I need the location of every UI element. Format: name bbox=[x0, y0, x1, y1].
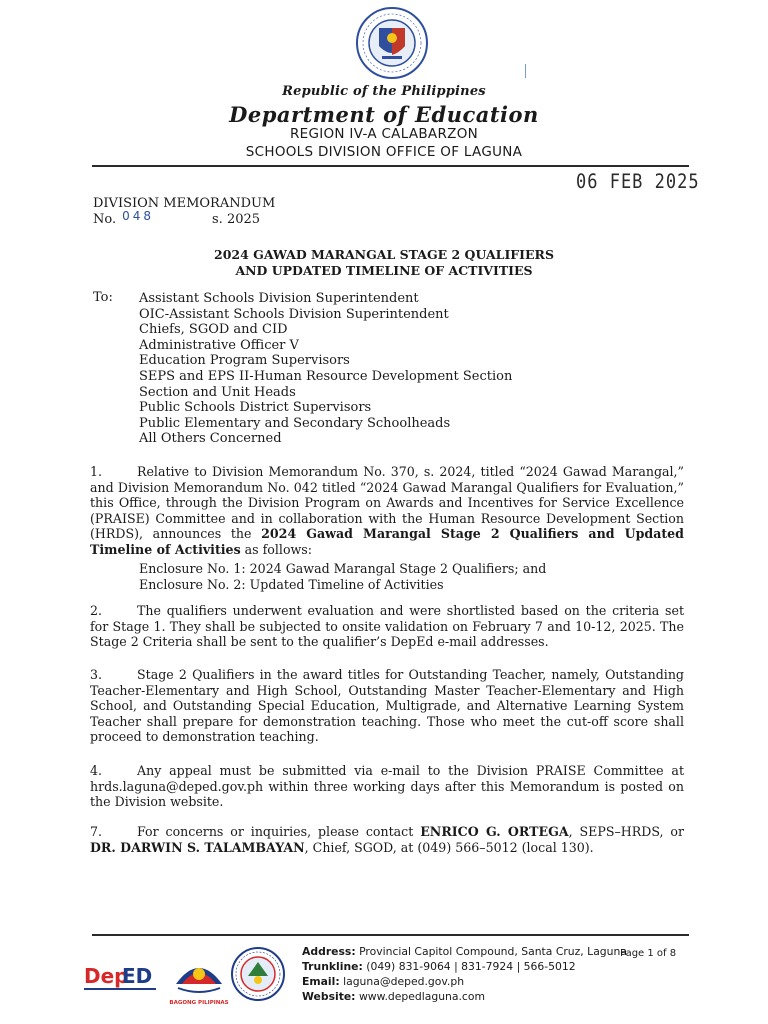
svg-text:ED: ED bbox=[122, 964, 153, 988]
received-date-stamp: 06 FEB 2025 bbox=[576, 170, 700, 194]
footer-value: laguna@deped.gov.ph bbox=[343, 975, 465, 988]
header-divider bbox=[92, 165, 689, 167]
paragraph-text: For concerns or inquiries, please contact bbox=[137, 824, 421, 839]
republic-heading: Republic of the Philippines bbox=[282, 84, 486, 99]
recipient-item: Education Program Supervisors bbox=[139, 353, 350, 369]
sdo-laguna-seal bbox=[230, 946, 286, 1002]
footer-value: Provincial Capitol Compound, Santa Cruz, Laguna bbox=[359, 945, 627, 958]
footer-value: (049) 831-9064 | 831-7924 | 566-5012 bbox=[366, 960, 576, 973]
contact-name-talambayan: DR. DARWIN S. TALAMBAYAN bbox=[90, 839, 305, 855]
footer-label: Address: bbox=[302, 945, 356, 958]
footer-address bbox=[302, 944, 627, 959]
office-heading: SCHOOLS DIVISION OFFICE OF LAGUNA bbox=[245, 144, 523, 160]
svg-text:BAGONG PILIPINAS: BAGONG PILIPINAS bbox=[169, 1000, 229, 1006]
memo-series: s. 2025 bbox=[212, 212, 261, 227]
paragraph-3 bbox=[90, 667, 684, 745]
enclosure-list bbox=[139, 561, 546, 592]
memo-no-label: No. bbox=[93, 212, 117, 227]
recipient-item: Public Schools District Supervisors bbox=[139, 400, 372, 416]
contact-name-ortega: ENRICO G. ORTEGA bbox=[420, 824, 569, 839]
paragraph-text: , Chief, SGOD, at (049) 566–5012 (local 130). bbox=[304, 839, 594, 855]
recipient-item: Chiefs, SGOD and CID bbox=[139, 322, 288, 338]
footer-label: Trunkline: bbox=[302, 960, 363, 973]
enclosure-item: Enclosure No. 1: 2024 Gawad Marangal Stage 2 Qualifiers; and bbox=[139, 561, 547, 576]
paragraph-text: , SEPS–HRDS, or bbox=[568, 824, 685, 839]
footer-trunkline bbox=[302, 959, 627, 974]
memo-title-line-2: AND UPDATED TIMELINE OF ACTIVITIES bbox=[235, 263, 533, 278]
paragraph-text: The qualifiers underwent evaluation and were shortlisted based on the criteria set for Stage 1. They shall be subjected to onsite validation on February 7 and 10-12, 2025. The Stage 2 Criteria shall be sent to the qualifier’s DepEd e-mail addresses. bbox=[90, 603, 684, 650]
memo-title-line-1: 2024 GAWAD MARANGAL STAGE 2 QUALIFIERS bbox=[214, 247, 554, 262]
recipient-item: OIC-Assistant Schools Division Superintendent bbox=[139, 306, 449, 322]
footer-website bbox=[302, 989, 627, 1004]
paragraph-1 bbox=[90, 464, 684, 558]
footer-value: www.depedlaguna.com bbox=[358, 990, 485, 1003]
svg-text:Dep: Dep bbox=[84, 964, 129, 988]
footer-divider bbox=[92, 934, 689, 936]
enclosure-item: Enclosure No. 2: Updated Timeline of Activities bbox=[139, 576, 444, 592]
paragraph-bold-text: 2024 Gawad Marangal Stage 2 Qualifiers and Updated Timeline of Activities bbox=[90, 526, 684, 557]
bagong-pilipinas-logo bbox=[168, 948, 230, 1010]
memo-label: DIVISION MEMORANDUM bbox=[93, 196, 276, 211]
paragraph-number: 3. bbox=[90, 667, 103, 682]
recipient-item: SEPS and EPS II-Human Resource Development Section bbox=[139, 368, 513, 384]
deped-logo bbox=[82, 955, 160, 995]
recipient-item: Assistant Schools Division Superintendent bbox=[139, 291, 419, 306]
paragraph-number: 2. bbox=[90, 603, 103, 618]
recipient-item: Public Elementary and Secondary Schoolheads bbox=[139, 415, 451, 431]
paragraph-text: Relative to Division Memorandum No. 370, s. 2024, titled “2024 Gawad Marangal,” and Division Memorandum No. 042 titled “2024 Gawad Marangal Qualifiers for Evaluation,” this Office, through the Division Program on Awards and Incentives for Service Excellence (PRAISE) Committee and in collaboration with the Human Resource Development Section (HRDS), announces the bbox=[90, 464, 684, 542]
paragraph-number: 4. bbox=[90, 763, 103, 778]
department-heading: Department of Education bbox=[229, 102, 539, 127]
paragraph-4 bbox=[90, 763, 684, 810]
paragraph-text: Stage 2 Qualifiers in the award titles for Outstanding Teacher, namely, Outstanding Teacher-Elementary and High School, Outstanding Master Teacher-Elementary and High School, and Outstanding Special Education, Multigrade, and Alternative Learning System Teacher shall prepare for demonstration teaching. Those who meet the cut-off score shall proceed to demonstration teaching. bbox=[90, 667, 684, 745]
region-heading: REGION IV-A CALABARZON bbox=[289, 126, 479, 142]
memo-no-value: 048 bbox=[122, 209, 155, 223]
memo-number-line bbox=[93, 209, 261, 227]
page-number: Page 1 of 8 bbox=[620, 948, 677, 959]
footer-contact bbox=[302, 944, 627, 1004]
recipient-item: Section and Unit Heads bbox=[139, 384, 296, 400]
paragraph-number: 1. bbox=[90, 464, 103, 479]
paragraph-number: 7. bbox=[90, 824, 103, 839]
footer-email bbox=[302, 974, 627, 989]
footer-label: Website: bbox=[302, 990, 356, 1003]
paragraph-tail: as follows: bbox=[240, 541, 313, 557]
paragraph-text: Any appeal must be submitted via e-mail to the Division PRAISE Committee at hrds.laguna@deped.gov.ph within three working days after this Memorandum is posted on the Division website. bbox=[90, 763, 684, 810]
recipient-list bbox=[139, 291, 512, 447]
deped-seal-logo bbox=[355, 6, 429, 80]
paragraph-7 bbox=[90, 824, 684, 855]
margin-mark bbox=[525, 64, 526, 78]
recipient-item: Administrative Officer V bbox=[139, 337, 299, 353]
footer-label: Email: bbox=[302, 975, 340, 988]
recipient-item: All Others Concerned bbox=[139, 431, 282, 447]
to-label: To: bbox=[93, 290, 113, 305]
paragraph-2 bbox=[90, 603, 684, 650]
